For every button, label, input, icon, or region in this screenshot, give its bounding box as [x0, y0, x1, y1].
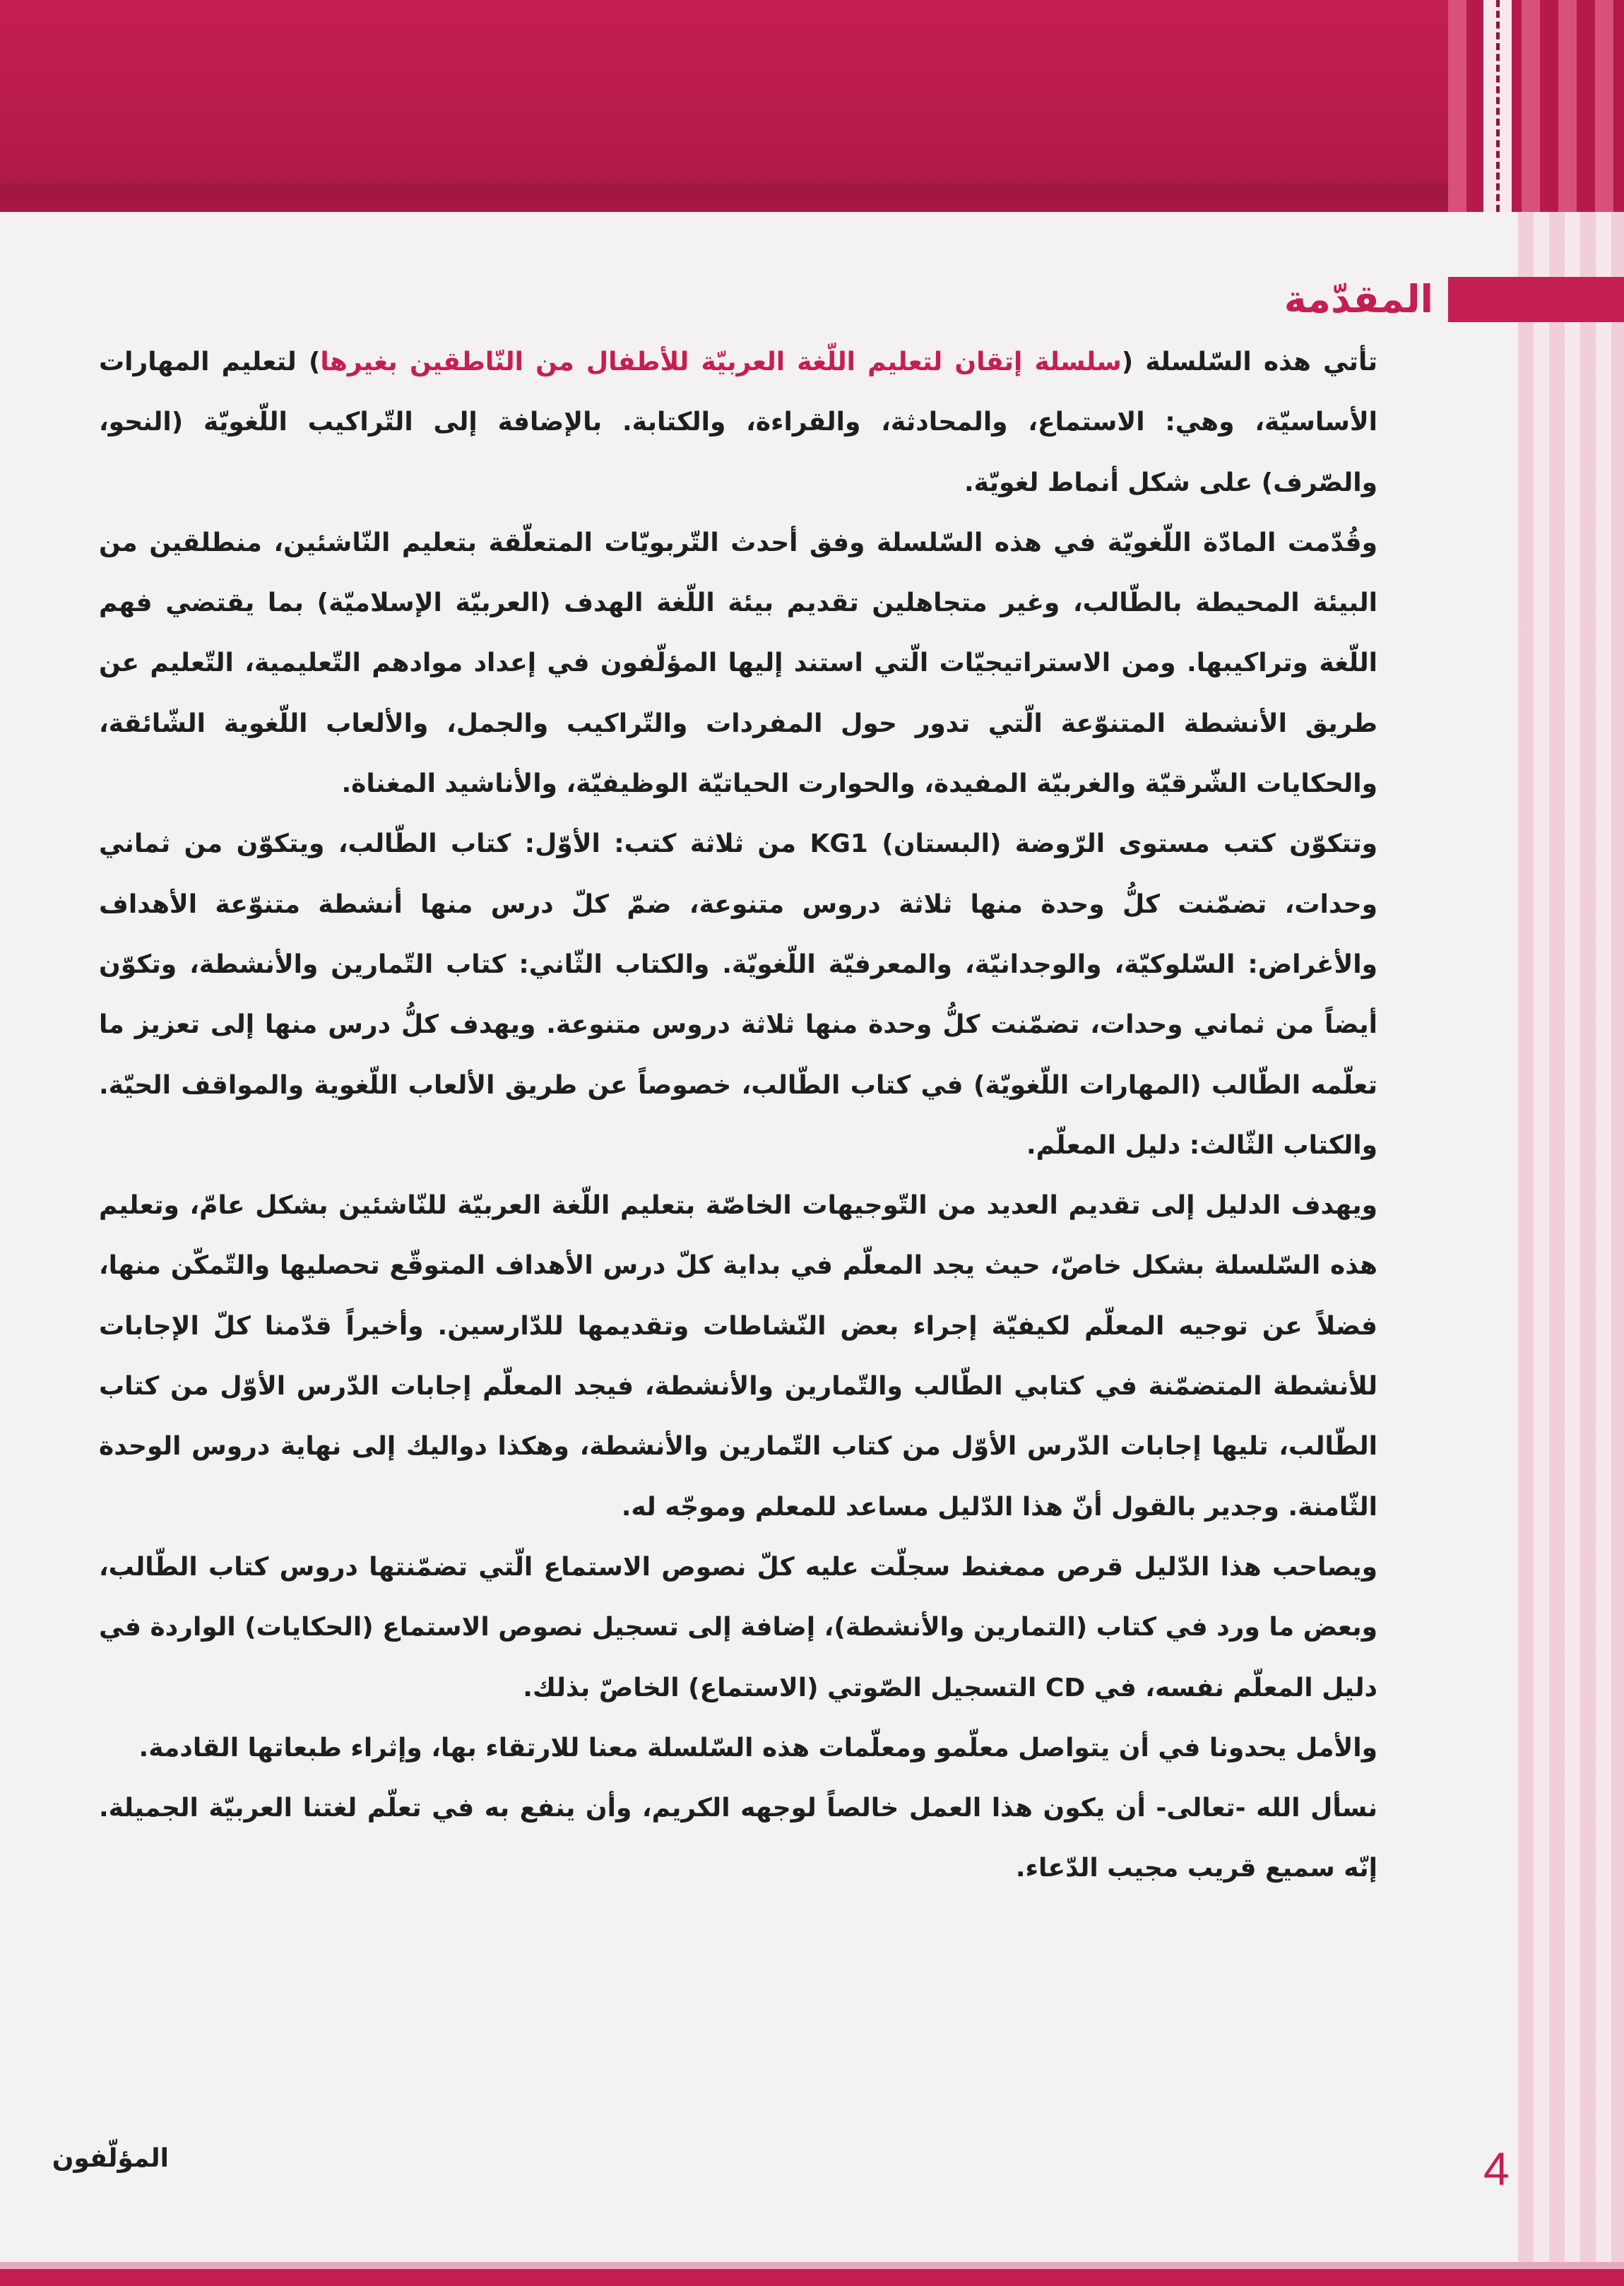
paragraph-5: ويصاحب هذا الدّليل قرص ممغنط سجلّت عليه كلّ نصوص الاستماع الّتي تضمّنتها دروس كتاب الطّالب، وبعض ما ورد في كتاب (التمارين والأنشطة)، إضافة إلى تسجيل نصوص الاستماع (الحكايات) الواردة في دليل المعلّم نفسه، في CD التسجيل الصّوتي (الاستماع) الخاصّ بذلك. [99, 1552, 1377, 1702]
paragraph-7: نسأل الله -تعالى- أن يكون هذا العمل خالصاً لوجهه الكريم، وأن ينفع به في تعلّم لغتنا العربيّة الجميلة. إنّه سميع قريب مجيب الدّعاء. [99, 1794, 1377, 1883]
page-number: 4 [1483, 2143, 1510, 2195]
title-accent-bar [1448, 277, 1624, 322]
paragraph-1-lead: تأتي هذه السّلسلة ( [1121, 348, 1377, 377]
introduction-body [99, 332, 1377, 1899]
header-band [0, 0, 1624, 212]
paragraph-3: وتتكوّن كتب مستوى الرّوضة (البستان) KG1 من ثلاثة كتب: الأوّل: كتاب الطّالب، ويتكوّن من ثماني وحدات، تضمّنت كلُّ وحدة منها ثلاثة دروس متنوعة، ضمّ كلّ درس منها أنشطة متنوّعة الأهداف والأغراض: السّلوكيّة، والوجدانيّة، والمعرفيّة اللّغويّة. والكتاب الثّاني: كتاب التّمارين والأنشطة، وتكوّن أيضاً من ثماني وحدات، تضمّنت كلُّ وحدة منها ثلاثة دروس متنوعة. ويهدف كلُّ درس منها إلى تعزيز ما تعلّمه الطّالب (المهارات اللّغويّة) في كتاب الطّالب، خصوصاً عن طريق الألعاب اللّغوية والمواقف الحيّة. والكتاب الثّالث: دليل المعلّم. [99, 829, 1377, 1160]
stitched-ribbon [1483, 0, 1512, 212]
header-stripes [1448, 0, 1624, 212]
paragraph-1-rest: ) لتعليم المهارات الأساسيّة، وهي: الاستماع، والمحادثة، والقراءة، والكتابة. بالإضافة إلى التّراكيب اللّغويّة (النحو، والصّرف) على شكل أنماط لغويّة. [99, 348, 1377, 497]
paragraph-1 [99, 332, 1377, 513]
footer-band [0, 2269, 1624, 2286]
side-stripes [1518, 212, 1624, 2286]
paragraph-4: ويهدف الدليل إلى تقديم العديد من التّوجيهات الخاصّة بتعليم اللّغة العربيّة للنّاشئين بشكل عامّ، وتعليم هذه السّلسلة بشكل خاصّ، حيث يجد المعلّم في بداية كلّ درس الأهداف المتوقّع تحصليها والتّمكّن منها، فضلاً عن توجيه المعلّم لكيفيّة إجراء بعض النّشاطات وتقديمها للدّارسين. وأخيراً قدّمنا كلّ الإجابات للأنشطة المتضمّنة في كتابي الطّالب والتّمارين والأنشطة، فيجد المعلّم إجابات الدّرس الأوّل من كتاب الطّالب، تليها إجابات الدّرس الأوّل من كتاب التّمارين والأنشطة، وهكذا دواليك إلى نهاية دروس الوحدة الثّامنة. وجدير بالقول أنّ هذا الدّليل مساعد للمعلم وموجّه له. [99, 1191, 1377, 1522]
paragraph-6: والأمل يحدونا في أن يتواصل معلّمو ومعلّمات هذه السّلسلة معنا للارتقاء بها، وإثراء طبعاتها القادمة. [138, 1733, 1377, 1763]
series-name: سلسلة إتقان لتعليم اللّغة العربيّة للأطفال من النّاطقين بغيرها [320, 348, 1122, 377]
paragraph-2: وقُدّمت المادّة اللّغويّة في هذه السّلسلة وفق أحدث التّربويّات المتعلّقة بتعليم النّاشئين، منطلقين من البيئة المحيطة بالطّالب، وغير متجاهلين تقديم بيئة اللّغة الهدف (العربيّة الإسلاميّة) بما يقتضي فهم اللّغة وتراكيبها. ومن الاستراتيجيّات الّتي استند إليها المؤلّفون في إعداد موادهم التّعليمية، التّعليم عن طريق الأنشطة المتنوّعة الّتي تدور حول المفردات والتّراكيب والجمل، والألعاب اللّغوية الشّائقة، والحكايات الشّرقيّة والغربيّة المفيدة، والحوارت الحياتيّة الوظيفيّة، والأناشيد المغناة. [99, 528, 1377, 799]
page-title: المقدّمة [1284, 277, 1433, 321]
authors-signature: المؤلّفون [52, 2144, 169, 2173]
